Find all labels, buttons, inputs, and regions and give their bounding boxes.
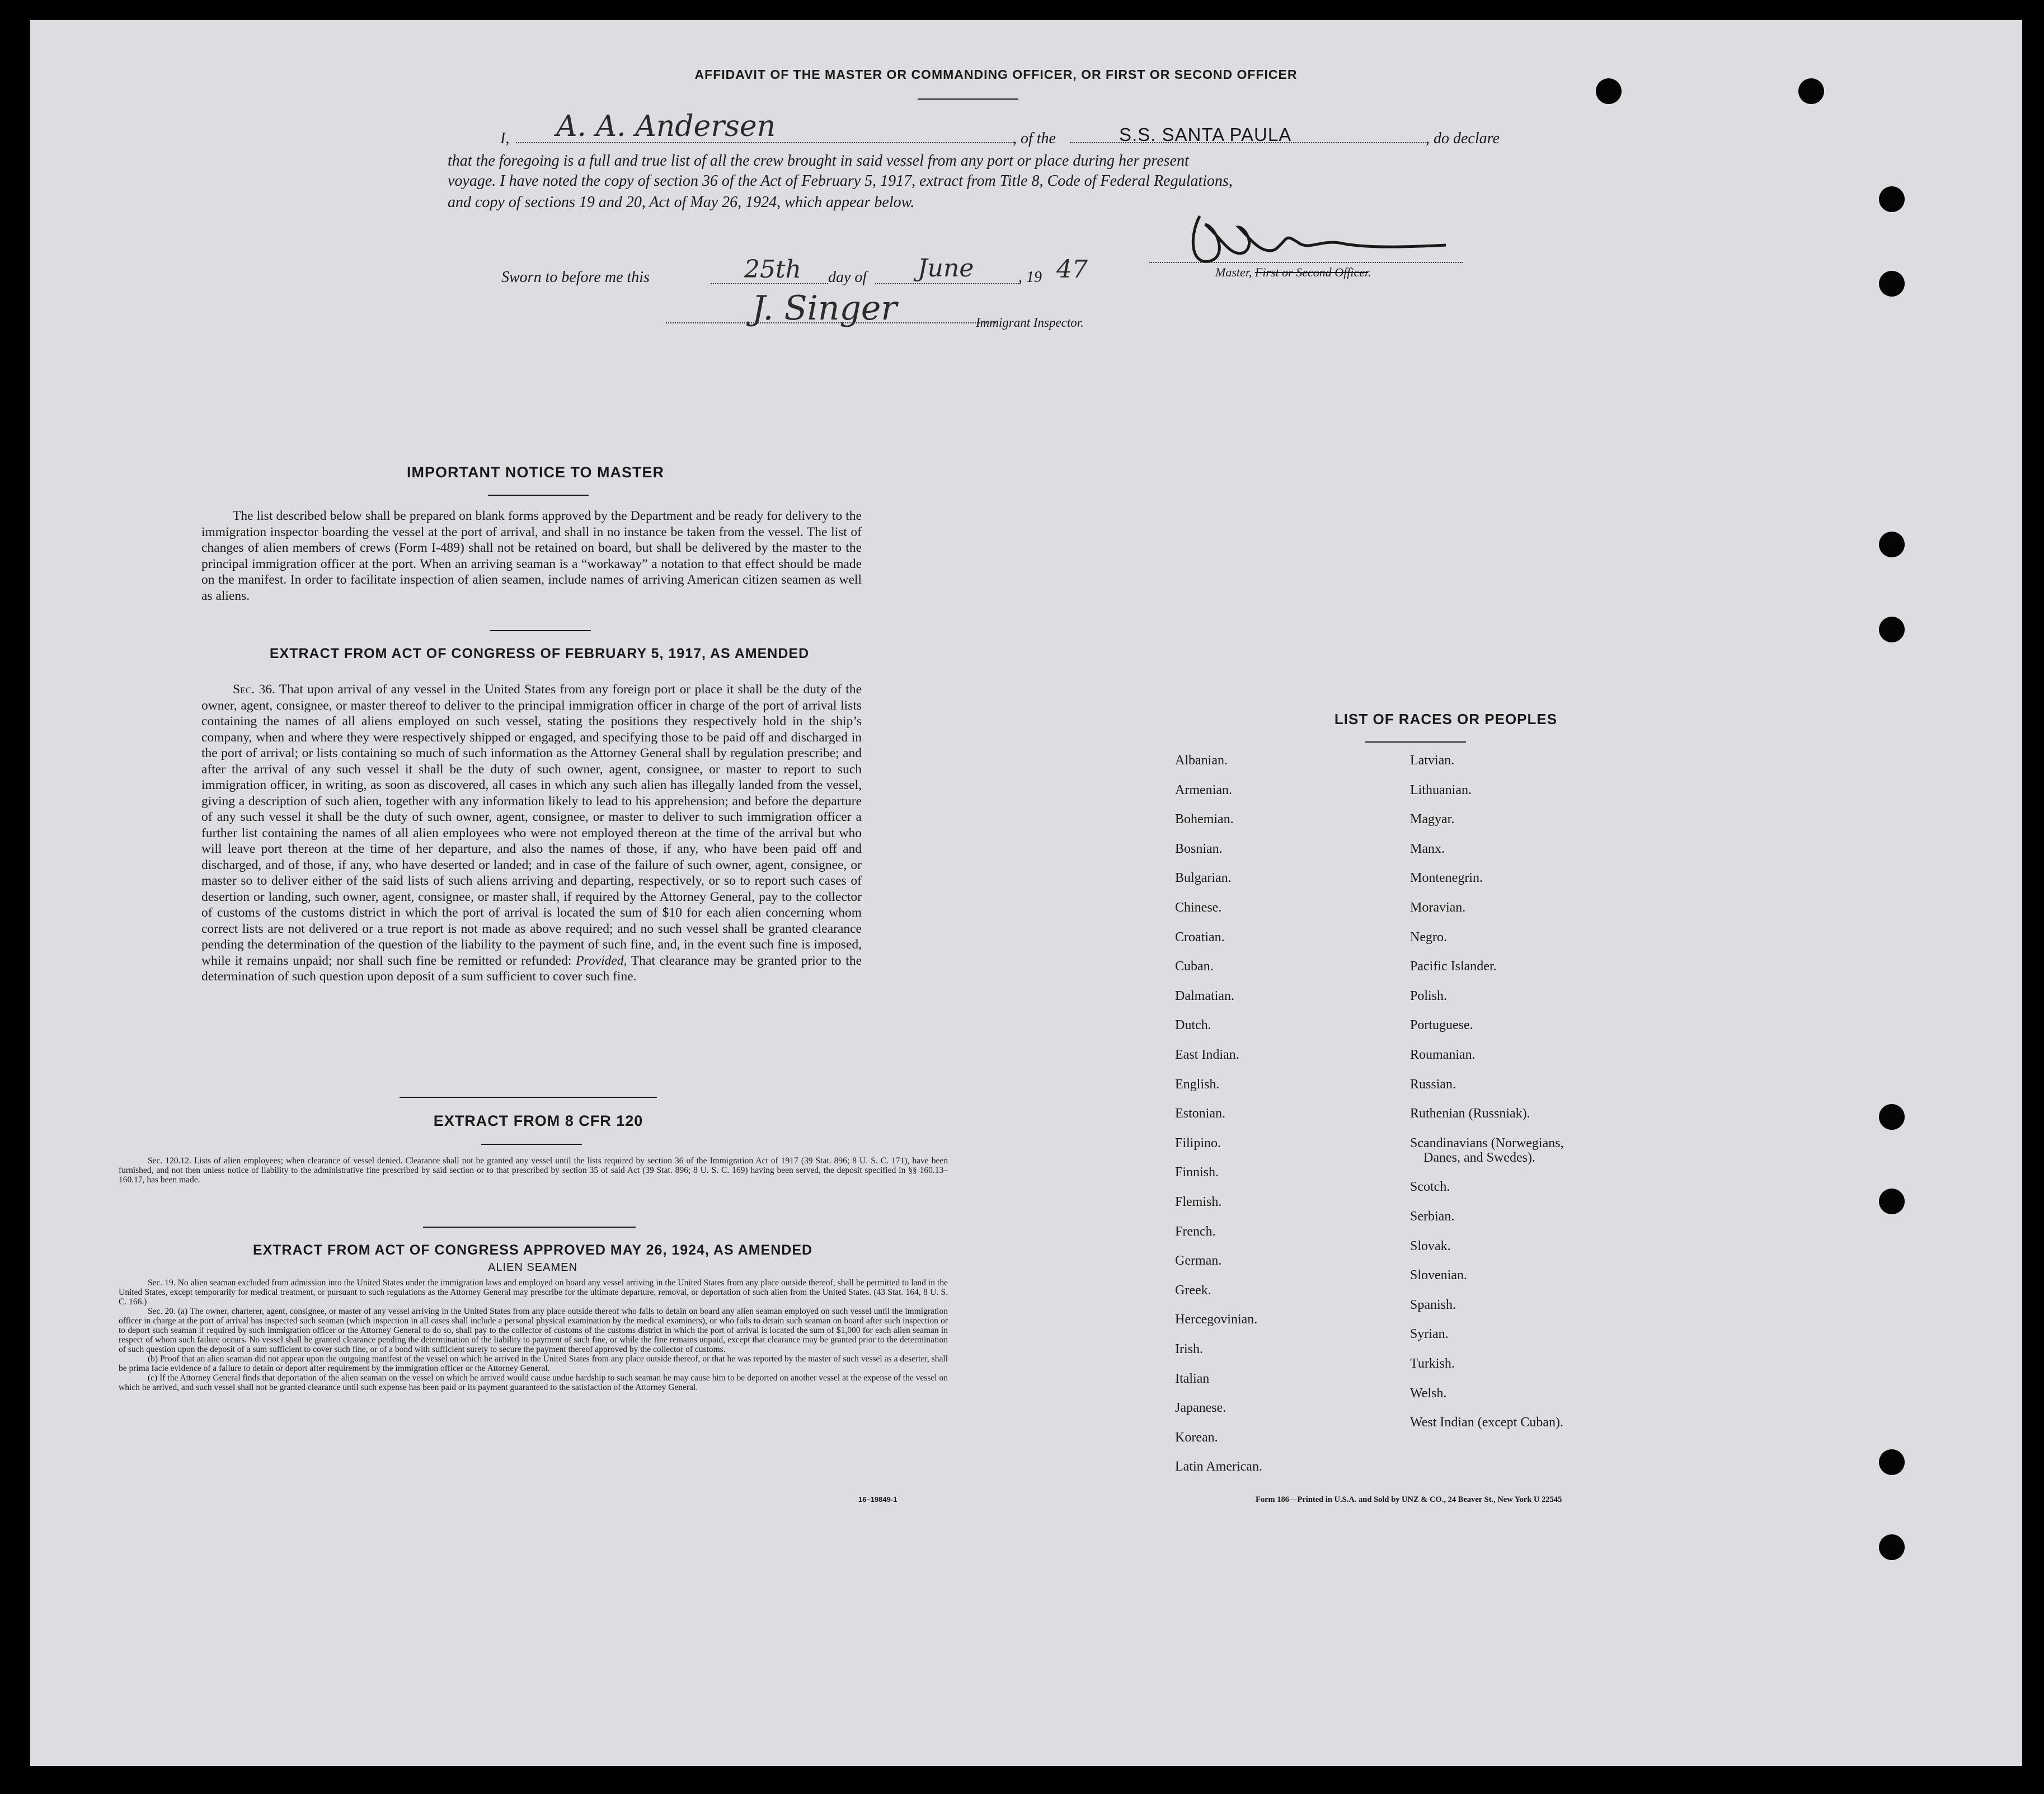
race-item: Japanese. xyxy=(1175,1401,1227,1416)
race-item: Bosnian. xyxy=(1175,841,1223,856)
race-item: Ruthenian (Russniak). xyxy=(1410,1106,1530,1121)
races-heading: LIST OF RACES OR PEOPLES xyxy=(1334,711,1558,727)
act1924-sec20b: (b) Proof that an alien seaman did not appear upon the outgoing manifest of the vessel on which he arrived in the United States from any place outside thereof, or that he was reported by the master of such vessel as a deserter, shall be prima facie evidence of a failure to detain or deport after requirement by the immigration officer or the Attorney General. xyxy=(119,1354,948,1373)
month-line xyxy=(875,283,1021,284)
print-code: 16–19849-1 xyxy=(858,1495,898,1504)
divider xyxy=(490,630,591,631)
month-handwritten: June xyxy=(918,254,974,283)
affidavit-heading: AFFIDAVIT OF THE MASTER OR COMMANDING OFFICER, OR FIRST OR SECOND OFFICER xyxy=(694,67,1298,82)
race-item: Slovak. xyxy=(1410,1238,1451,1253)
sworn-text: Sworn to before me this xyxy=(501,269,650,286)
act1917-text xyxy=(201,682,862,985)
act1917-sec-label: Sec. 36. xyxy=(233,682,275,697)
act1924-sec20a: Sec. 20. (a) The owner, charterer, agent, consignee, or master of any vessel arriving in the United States from any place outside thereof who fails to detain on board any alien seaman employed on such vessel until the immigration officer in charge at the port of arrival has inspected such seaman (which inspection in all cases shall include a personal physical examination by the medical examiners), or who fails to detain such seaman on board after such inspection or to deport such seaman if required by such immigration officer or the Attorney General to do so, shall pay to the collector of customs of the customs district in which the port of arrival is located the sum of $1,000 for each alien seaman in respect of whom such failure occurs. No vessel shall be granted clearance pending the determination of the liability to payment of such fine, or while the fine remains unpaid, except that clearance may be granted prior to the determination of such question upon the deposit of a sum sufficient to cover such fine, or of a bond with sufficient surety to secure the payment thereof approved by the collector of customs. xyxy=(119,1307,948,1354)
notice-text: The list described below shall be prepared on blank forms approved by the Department and be ready for delivery to the immigration inspector boarding the vessel at the port of arrival, and shall in no instance be taken from the vessel. The list of changes of alien members of crews (Form I-489) shall not be retained on board, but shall be delivered by the master to the principal immigration officer at the port. When an arriving seaman is a “workaway” a notation to that effect should be made on the manifest. In order to facilitate inspection of alien seamen, include names of arriving American citizen seamen as well as aliens. xyxy=(201,509,862,603)
race-item: Armenian. xyxy=(1175,782,1232,797)
race-item: Bohemian. xyxy=(1175,812,1234,827)
divider xyxy=(1365,741,1466,743)
act1917-body-end: That clearance may be granted prior to the determination of such question upon deposit of a sum sufficient to cover such fine. xyxy=(201,953,862,984)
race-item: Filipino. xyxy=(1175,1135,1221,1150)
master-caption-master: Master, xyxy=(1215,265,1255,279)
act1924-sec19: Sec. 19. No alien seaman excluded from admission into the United States under the immigration laws and employed on board any vessel arriving in the United States from any place outside thereof, shall be permitted to land in the United States, except temporarily for medical treatment, or pursuant to such regulations as the Attorney General may prescribe for the ultimate departure, removal, or deportation of such alien from the United States. (43 Stat. 164, 8 U. S. C. 166.) xyxy=(119,1278,948,1307)
race-item: Irish. xyxy=(1175,1342,1203,1356)
vessel-name: S.S. SANTA PAULA xyxy=(1119,124,1292,145)
race-item: Cuban. xyxy=(1175,959,1214,974)
act1924-body xyxy=(119,1278,948,1392)
master-caption-struck: First or Second Officer xyxy=(1254,265,1369,279)
race-item: Syrian. xyxy=(1410,1327,1449,1342)
master-name-handwritten: A. A. Andersen xyxy=(556,110,776,143)
divider xyxy=(400,1097,657,1098)
race-item: Scotch. xyxy=(1410,1180,1450,1195)
affidavit-line-3: voyage. I have noted the copy of section 36 of the Act of February 5, 1917, extract from Title 8, Code of Federal Regulations, xyxy=(448,172,1233,190)
divider xyxy=(918,98,1018,100)
act1924-sec20c: (c) If the Attorney General finds that deportation of the alien seaman on the vessel on which he arrived would cause undue hardship to such seaman he may cause him to be deported on another vessel at the expense of the vessel on which he arrived, and such vessel shall not be granted clearance until such expense has been paid or its payment guaranteed to the satisfaction of the Attorney General. xyxy=(119,1373,948,1392)
act1917-body: That upon arrival of any vessel in the United States from any foreign port or place it shall be the duty of the owner, agent, consignee, or master thereof to deliver to the principal immigration officer in charge of the port of arrival lists containing the names of all aliens employed on such vessel, stating the positions they respectively hold in the ship’s company, when and where they were respectively shipped or engaged, and specifying those to be paid off and discharged in the port of arrival; or lists containing so much of such information as the Attorney General shall by regulation prescribe; and after the arrival of any such vessel it shall be the duty of such owner, agent, consignee, or master to report to such immigration officer, in writing, as soon as discovered, all cases in which any such alien has illegally landed from the vessel, giving a description of such alien, together with any information likely to lead to his apprehension; and before the departure of any such vessel it shall be the duty of such owner, agent, consignee, or master to deliver to such immigration officer a further list containing the names of all alien employees who were not employed thereon at the time of the arrival but who will leave port thereon at the time of her departure, and also the names of those, if any, who have been paid off and discharged, and of those, if any, who have deserted or landed; and in case of the failure of such owner, agent, consignee, or master so to deliver either of the said lists of such aliens arriving and departing, respectively, or so to report such cases of desertion or landing, such owner, agent, consignee, or master shall, if required by the Attorney General, pay to the collector of customs of the customs district in which the port of arrival is located the sum of $10 for each alien concerning whom correct lists are not delivered or a true report is not made as above required; and no such vessel shall be granted clearance pending the determination of the question of the liability to the payment of such fine, and, in the event such fine is imposed, while it remains unpaid; nor shall such fine be remitted or refunded: xyxy=(201,682,862,968)
race-item: Korean. xyxy=(1175,1430,1218,1445)
punch-hole xyxy=(1879,1449,1905,1475)
race-item: Montenegrin. xyxy=(1410,871,1483,886)
race-item: Finnish. xyxy=(1175,1165,1219,1180)
race-item: Flemish. xyxy=(1175,1195,1222,1209)
cfr-text: Sec. 120.12. Lists of alien employees; when clearance of vessel denied. Clearance shall not be granted any vessel until the lists required by section 36 of the Immigration Act of 1917 (39 Stat. 896; 8 U. S. C. 171), have been furnished, and not then unless notice of liability to the administrative fine prescribed by said section or to that prescribed by section 35 of said Act (39 Stat. 896; 8 U. S. C. 169) having been served, the deposit specified in §§ 160.13–160.17, has been made. xyxy=(119,1156,948,1185)
race-item: Negro. xyxy=(1410,929,1447,945)
race-item: Italian xyxy=(1175,1371,1210,1386)
race-item: English. xyxy=(1175,1077,1220,1092)
divider xyxy=(481,1144,582,1145)
race-item: Lithuanian. xyxy=(1410,782,1472,797)
race-item: Roumanian. xyxy=(1410,1048,1476,1062)
race-item: Latvian. xyxy=(1410,753,1455,768)
punch-hole xyxy=(1879,617,1905,642)
cfr-heading: EXTRACT FROM 8 CFR 120 xyxy=(433,1112,643,1129)
affidavit-do-declare: , do declare xyxy=(1426,130,1500,147)
punch-hole xyxy=(1879,532,1905,557)
form-footer: Form 186—Printed in U.S.A. and Sold by UNZ & CO., 24 Beaver St., New York U 22545 xyxy=(1256,1495,1562,1504)
race-item: East Indian. xyxy=(1175,1048,1239,1062)
race-item: Welsh. xyxy=(1410,1386,1447,1401)
divider xyxy=(423,1227,636,1228)
race-item: Pacific Islander. xyxy=(1410,959,1497,974)
race-item: Spanish. xyxy=(1410,1297,1456,1312)
race-item: Greek. xyxy=(1175,1283,1211,1298)
race-item: Portuguese. xyxy=(1410,1018,1473,1033)
day-handwritten: 25th xyxy=(744,255,802,284)
punch-hole xyxy=(1879,271,1905,297)
master-caption-period: . xyxy=(1368,265,1371,279)
race-item: French. xyxy=(1175,1224,1216,1239)
race-item: Latin American. xyxy=(1175,1459,1262,1474)
affidavit-line-4: and copy of sections 19 and 20, Act of May 26, 1924, which appear below. xyxy=(448,194,915,211)
act1917-heading: EXTRACT FROM ACT OF CONGRESS OF FEBRUARY 5, 1917, AS AMENDED xyxy=(269,646,810,661)
punch-hole xyxy=(1879,186,1905,212)
race-item: Serbian. xyxy=(1410,1209,1455,1224)
affidavit-line-2: that the foregoing is a full and true list of all the crew brought in said vessel from any port or place during her present xyxy=(448,152,1189,170)
race-item: Russian. xyxy=(1410,1077,1456,1092)
race-item: Scandinavians (Norwegians, xyxy=(1410,1135,1564,1150)
master-caption xyxy=(1215,265,1371,280)
race-item: Albanian. xyxy=(1175,753,1228,768)
race-item: Dutch. xyxy=(1175,1018,1211,1033)
race-item: Moravian. xyxy=(1410,900,1466,915)
race-item: Slovenian. xyxy=(1410,1268,1467,1283)
year-prefix: , 19 xyxy=(1018,269,1042,286)
affidavit-of-the: , of the xyxy=(1013,130,1056,147)
divider xyxy=(488,495,589,496)
punch-hole xyxy=(1596,78,1622,104)
race-item: Chinese. xyxy=(1175,900,1222,915)
race-item: Bulgarian. xyxy=(1175,871,1232,886)
punch-hole xyxy=(1879,1189,1905,1214)
inspector-signature: J. Singer xyxy=(752,289,898,328)
race-item: Hercegovinian. xyxy=(1175,1312,1258,1327)
act1924-heading: EXTRACT FROM ACT OF CONGRESS APPROVED MAY 26, 1924, AS AMENDED xyxy=(252,1242,813,1258)
punch-hole xyxy=(1798,78,1824,104)
act1917-provided: Provided, xyxy=(576,953,627,968)
day-of-text: day of xyxy=(828,269,867,286)
race-item: German. xyxy=(1175,1253,1222,1269)
punch-hole xyxy=(1879,1534,1905,1560)
race-item: Croatian. xyxy=(1175,929,1225,945)
inspector-caption: Immigrant Inspector. xyxy=(976,316,1084,330)
act1924-subheading: ALIEN SEAMEN xyxy=(488,1261,577,1274)
punch-hole xyxy=(1879,1104,1905,1130)
race-item: Polish. xyxy=(1410,988,1448,1003)
race-item: Manx. xyxy=(1410,841,1445,856)
race-item: Danes, and Swedes). xyxy=(1423,1150,1535,1165)
race-item: Estonian. xyxy=(1175,1106,1225,1121)
race-item: Magyar. xyxy=(1410,812,1455,827)
master-signature-line xyxy=(1149,262,1463,263)
affidavit-i: I, xyxy=(500,130,510,147)
race-item: Turkish. xyxy=(1410,1356,1455,1371)
race-item: Dalmatian. xyxy=(1175,988,1234,1003)
document-page xyxy=(30,20,2022,1766)
notice-heading: IMPORTANT NOTICE TO MASTER xyxy=(407,464,664,481)
race-item: West Indian (except Cuban). xyxy=(1410,1415,1563,1430)
year-handwritten: 47 xyxy=(1056,255,1088,284)
